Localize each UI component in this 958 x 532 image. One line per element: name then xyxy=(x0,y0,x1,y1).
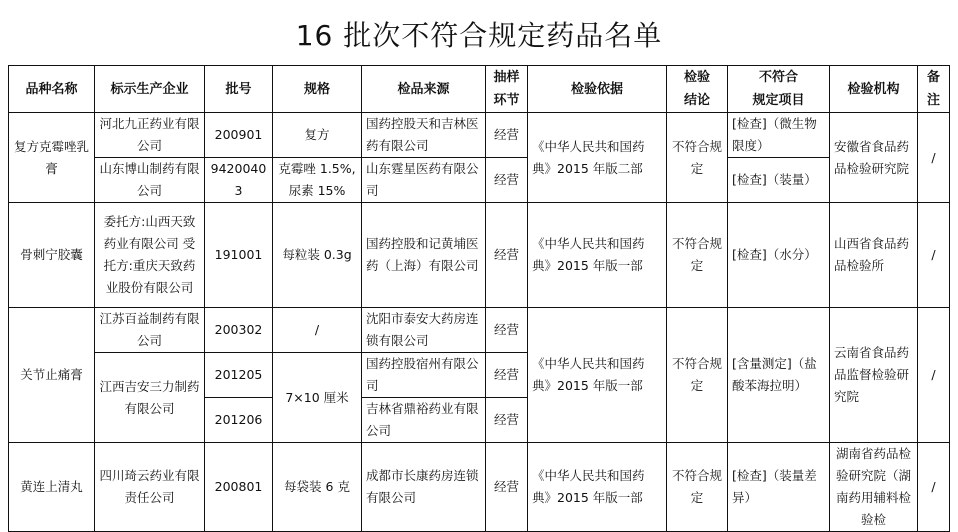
header-batch: 批号 xyxy=(205,66,273,113)
spec: 每袋装 6 克 xyxy=(273,443,362,532)
stage: 经营 xyxy=(486,308,528,353)
manufacturer: 河北九正药业有限公司 xyxy=(95,113,205,158)
drug-name: 关节止痛膏 xyxy=(9,308,95,443)
basis: 《中华人民共和国药典》2015 年版二部 xyxy=(528,113,667,203)
source: 国药控股天和吉林医药有限公司 xyxy=(362,113,486,158)
header-remark: 备 注 xyxy=(918,66,950,113)
drug-name: 复方克霉唑乳膏 xyxy=(9,113,95,203)
institution: 山西省食品药品检验所 xyxy=(830,203,918,308)
header-manufacturer: 标示生产企业 xyxy=(95,66,205,113)
table-row xyxy=(9,308,950,353)
batch: 191001 xyxy=(205,203,273,308)
source: 山东霆星医药有限公司 xyxy=(362,158,486,203)
header-institution: 检验机构 xyxy=(830,66,918,113)
conclusion: 不符合规定 xyxy=(667,443,728,532)
institution: 云南省食品药品监督检验研究院 xyxy=(830,308,918,443)
drug-name: 黄连上清丸 xyxy=(9,443,95,532)
manufacturer: 四川琦云药业有限责任公司 xyxy=(95,443,205,532)
batch: 201206 xyxy=(205,398,273,443)
source: 国药控股和记黄埔医药（上海）有限公司 xyxy=(362,203,486,308)
table-row xyxy=(9,113,950,158)
batch: 200901 xyxy=(205,113,273,158)
table-row xyxy=(9,203,950,308)
remark: / xyxy=(918,203,950,308)
noncompliant-item: [检查]（装量） xyxy=(728,158,830,203)
stage: 经营 xyxy=(486,203,528,308)
conclusion: 不符合规定 xyxy=(667,113,728,203)
batch: 200801 xyxy=(205,443,273,532)
spec: 每粒装 0.3g xyxy=(273,203,362,308)
noncompliant-item: [检查]（水分） xyxy=(728,203,830,308)
spec: 7×10 厘米 xyxy=(273,353,362,443)
remark: / xyxy=(918,308,950,443)
stage: 经营 xyxy=(486,158,528,203)
remark: / xyxy=(918,113,950,203)
header-source: 检品来源 xyxy=(362,66,486,113)
institution: 湖南省药品检验研究院（湖南药用辅料检验检 xyxy=(830,443,918,532)
page-title: 16 批次不符合规定药品名单 xyxy=(295,19,663,52)
source: 吉林省鼎裕药业有限公司 xyxy=(362,398,486,443)
basis: 《中华人民共和国药典》2015 年版一部 xyxy=(528,308,667,443)
noncompliant-item: [检查]（装量差异） xyxy=(728,443,830,532)
manufacturer: 委托方:山西天致药业有限公司 受托方:重庆天致药业股份有限公司 xyxy=(95,203,205,308)
institution: 安徽省食品药品检验研究院 xyxy=(830,113,918,203)
batch: 200302 xyxy=(205,308,273,353)
manufacturer: 山东博山制药有限公司 xyxy=(95,158,205,203)
spec: 复方 xyxy=(273,113,362,158)
noncompliant-item: [检查]（微生物限度） xyxy=(728,113,830,158)
spec: 克霉唑 1.5%, 尿素 15% xyxy=(273,158,362,203)
header-spec: 规格 xyxy=(273,66,362,113)
batch: 201205 xyxy=(205,353,273,398)
basis: 《中华人民共和国药典》2015 年版一部 xyxy=(528,443,667,532)
spec: / xyxy=(273,308,362,353)
header-name: 品种名称 xyxy=(9,66,95,113)
header-row xyxy=(9,66,950,113)
remark: / xyxy=(918,443,950,532)
manufacturer: 江西吉安三力制药有限公司 xyxy=(95,353,205,443)
noncompliant-drugs-table xyxy=(8,65,950,532)
conclusion: 不符合规定 xyxy=(667,308,728,443)
stage: 经营 xyxy=(486,398,528,443)
table-row xyxy=(9,158,950,203)
stage: 经营 xyxy=(486,113,528,158)
noncompliant-item: [含量测定]（盐酸苯海拉明） xyxy=(728,308,830,443)
header-conclusion: 检验 结论 xyxy=(667,66,728,113)
conclusion: 不符合规定 xyxy=(667,203,728,308)
drug-name: 骨刺宁胶囊 xyxy=(9,203,95,308)
batch: 94200403 xyxy=(205,158,273,203)
manufacturer: 江苏百益制药有限公司 xyxy=(95,308,205,353)
header-sampling: 抽样 环节 xyxy=(486,66,528,113)
table-row xyxy=(9,443,950,532)
source: 沈阳市泰安大药房连锁有限公司 xyxy=(362,308,486,353)
basis: 《中华人民共和国药典》2015 年版一部 xyxy=(528,203,667,308)
header-basis: 检验依据 xyxy=(528,66,667,113)
stage: 经营 xyxy=(486,443,528,532)
header-items: 不符合 规定项目 xyxy=(728,66,830,113)
source: 国药控股宿州有限公司 xyxy=(362,353,486,398)
source: 成都市长康药房连锁有限公司 xyxy=(362,443,486,532)
stage: 经营 xyxy=(486,353,528,398)
